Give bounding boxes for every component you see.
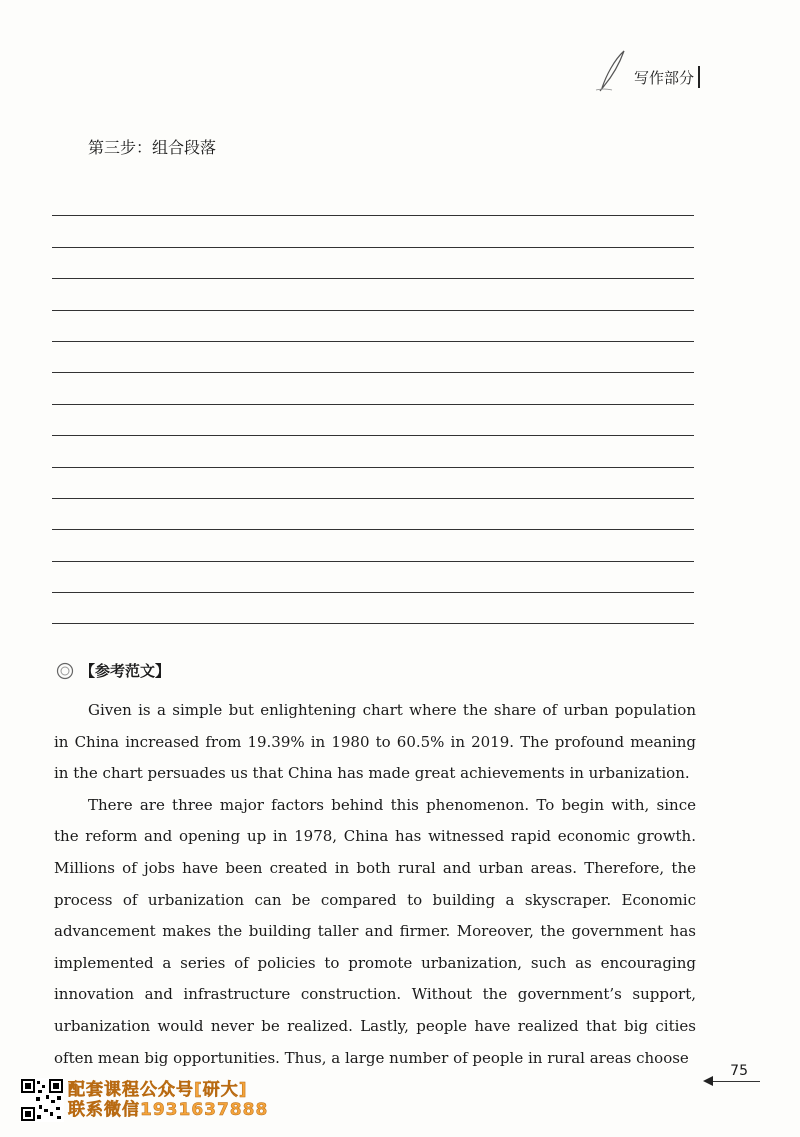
essay-paragraph: Given is a simple but enlightening chart where the share of urban population in China increased from 19.39% in 1980 to 60.5% in 2019. The profound meaning in the chart persuades us that China has made great achievements in urbanization. (54, 701, 696, 783)
writing-line (52, 216, 694, 247)
writing-line (52, 436, 694, 467)
writing-line (52, 468, 694, 499)
page-header (594, 48, 700, 92)
writing-line (52, 499, 694, 530)
watermark-line-1: 配套课程公众号[研大] (68, 1080, 248, 1100)
reference-title: 【参考范文】 (80, 662, 171, 680)
writing-line (52, 279, 694, 310)
quill-icon (594, 48, 628, 92)
sample-essay (54, 695, 696, 1074)
triangle-marker-icon (703, 1076, 713, 1086)
qr-code-icon (20, 1078, 64, 1122)
writing-line (52, 373, 694, 404)
writing-line (52, 530, 694, 561)
section-label: 写作部分 (633, 69, 694, 87)
circle-bullet-icon (56, 662, 74, 680)
writing-line (52, 342, 694, 373)
footer-rule (712, 1081, 760, 1082)
step-title: 第三步：组合段落 (88, 138, 217, 157)
footer-watermark (20, 1078, 268, 1122)
page-number: 75 (730, 1063, 748, 1079)
writing-line (52, 562, 694, 593)
writing-lines (52, 185, 694, 624)
writing-line (52, 248, 694, 279)
writing-line (52, 405, 694, 436)
header-divider (698, 66, 700, 88)
watermark-line-2: 联系微信1931637888 (68, 1100, 269, 1120)
writing-line (52, 311, 694, 342)
essay-paragraph: There are three major factors behind this phenomenon. To begin with, since the reform and opening up in 1978, China has witnessed rapid economic growth. Millions of jobs have been created in both rural and urban areas. Therefore, the process of urbanization can be compared to building a skyscraper. Economic advancement makes the building taller and firmer. Moreover, the government has implemented a series of policies to promote urbanization, such as encouraging innovation and infrastructure construction. Without the government’s support, urbanization would never be realized. Lastly, people have realized that big cities often mean big opportunities. Thus, a large number of people in rural areas choose (54, 795, 696, 1067)
writing-line (52, 593, 694, 624)
writing-line (52, 185, 694, 216)
reference-heading (56, 660, 170, 681)
